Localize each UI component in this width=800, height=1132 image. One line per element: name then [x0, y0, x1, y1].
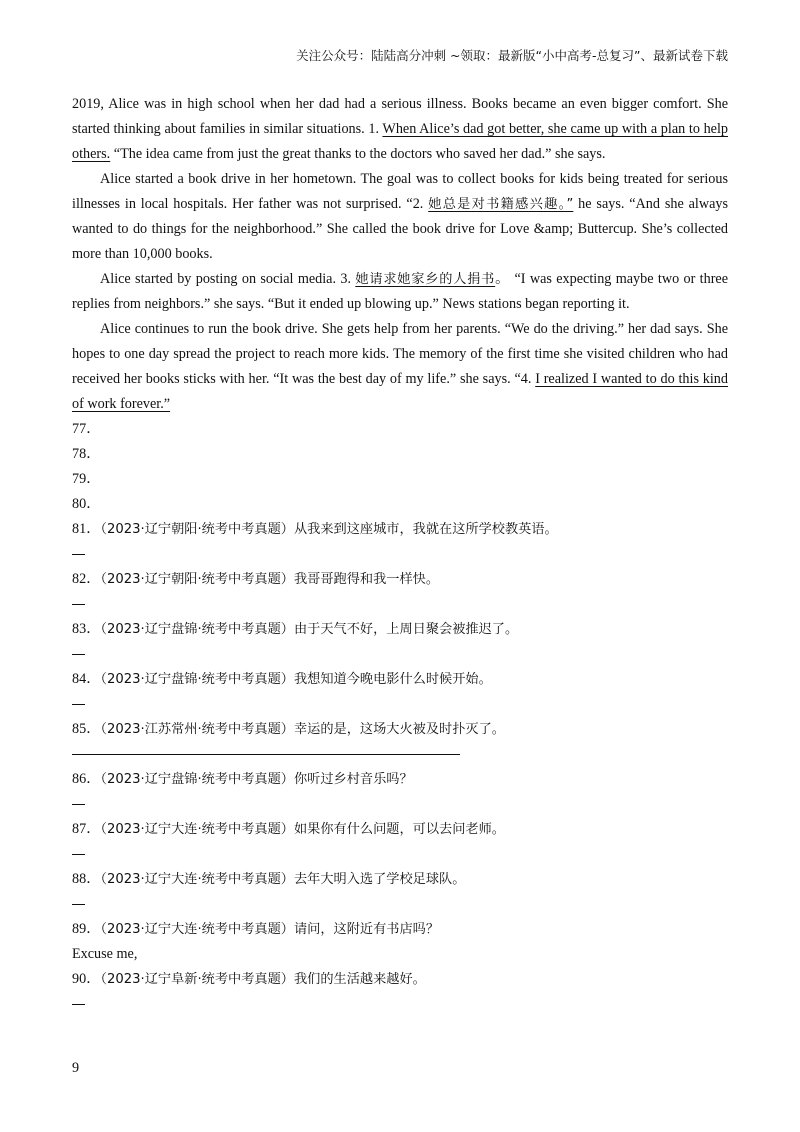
- question-82: [72, 567, 728, 592]
- question-text: （2023·辽宁盘锦·统考中考真题）我想知道今晚电影什么时候开始。: [100, 672, 492, 687]
- document-body: [72, 92, 728, 1017]
- passage-paragraph-4: [72, 317, 728, 417]
- question-text: （2023·辽宁大连·统考中考真题）去年大明入选了学校足球队。: [100, 872, 466, 887]
- question-83: [72, 617, 728, 642]
- text-run: Alice continues to run the book drive. She gets help from her parents. “We do the driving.” her dad says. She hopes to one day spread the project to reach more kids. The memory of the first time she visited children who had received her books sticks with her. “It was the best day of my life.” she says. “4.: [72, 321, 728, 387]
- question-88: [72, 867, 728, 892]
- question-81: [72, 517, 728, 542]
- question-text: （2023·辽宁盘锦·统考中考真题）由于天气不好，上周日聚会被推迟了。: [100, 622, 519, 637]
- answer-number-80: 80．: [72, 496, 101, 512]
- answer-blank-82[interactable]: [72, 592, 728, 617]
- question-number: 87．: [72, 821, 101, 837]
- answer-blank-87[interactable]: [72, 842, 728, 867]
- text-run: Alice started a book drive in her hometown. The goal was to collect books for kids being treated for serious illnesses in local hospitals. Her father was not surprised. “2.: [72, 171, 728, 212]
- answer-number-77: 77．: [72, 421, 101, 437]
- question-number: 90．: [72, 971, 101, 987]
- answer-blank-83[interactable]: [72, 642, 728, 667]
- question-number: 85．: [72, 721, 101, 737]
- passage-paragraph-2: [72, 167, 728, 267]
- question-85: [72, 717, 728, 742]
- question-number: 89．: [72, 921, 101, 937]
- question-number: 81．: [72, 521, 101, 537]
- question-number: 82．: [72, 571, 101, 587]
- question-number: 86．: [72, 771, 101, 787]
- text-run: 2019, Alice was in high school when her dad had a serious illness. Books became an even bigger comfort. She started thinking about families in similar situations. 1.: [72, 96, 728, 137]
- text-run: he says. “And she always wanted to do things for the neighborhood.” She called the book drive for Love &amp; Buttercup. She’s collected more than 10,000 books.: [72, 196, 728, 262]
- question-text: （2023·辽宁大连·统考中考真题）如果你有什么问题，可以去问老师。: [100, 822, 505, 837]
- question-84: [72, 667, 728, 692]
- underlined-answer-3: 她请求她家乡的人捐书: [355, 272, 496, 287]
- answer-blank-84[interactable]: [72, 692, 728, 717]
- question-89: [72, 917, 728, 942]
- answer-blank-81[interactable]: [72, 542, 728, 567]
- question-90: [72, 967, 728, 992]
- underlined-answer-2: 她总是对书籍感兴趣。”: [428, 197, 574, 212]
- text-run: Alice started by posting on social media. 3.: [100, 271, 356, 287]
- question-text: （2023·辽宁朝阳·统考中考真题）我哥哥跑得和我一样快。: [100, 572, 440, 587]
- answer-prefix-89[interactable]: Excuse me,: [72, 946, 138, 962]
- question-text: （2023·辽宁阜新·统考中考真题）我们的生活越来越好。: [100, 972, 426, 987]
- answer-blank-86[interactable]: [72, 792, 728, 817]
- passage-paragraph-1: [72, 92, 728, 167]
- question-text: （2023·辽宁大连·统考中考真题）请问，这附近有书店吗？: [100, 922, 440, 937]
- text-run: “The idea came from just the great thanks to the doctors who saved her dad.” she says.: [110, 146, 606, 162]
- question-text: （2023·辽宁盘锦·统考中考真题）你听过乡村音乐吗？: [100, 772, 413, 787]
- question-number: 84．: [72, 671, 101, 687]
- page-number: 9: [72, 1060, 80, 1076]
- answer-blank-90[interactable]: [72, 992, 728, 1017]
- underlined-answer-1: When Alice’s dad got better, she came up with a plan to help others.: [72, 121, 729, 162]
- answer-number-79: 79．: [72, 471, 101, 487]
- answer-blank-85[interactable]: [72, 742, 728, 767]
- text-run: 。 “I was expecting maybe two or three replies from neighbors.” she says. “But it ended up blowing up.” News stations began reporting it.: [72, 271, 729, 312]
- underlined-answer-4: I realized I wanted to do this kind of work forever.”: [72, 371, 728, 412]
- passage-paragraph-3: [72, 267, 728, 317]
- answer-blank-88[interactable]: [72, 892, 728, 917]
- question-number: 83．: [72, 621, 101, 637]
- answer-number-78: 78．: [72, 446, 101, 462]
- question-text: （2023·辽宁朝阳·统考中考真题）从我来到这座城市，我就在这所学校教英语。: [100, 522, 558, 537]
- question-text: （2023·江苏常州·统考中考真题）幸运的是，这场大火被及时扑灭了。: [100, 722, 505, 737]
- question-87: [72, 817, 728, 842]
- question-86: [72, 767, 728, 792]
- question-number: 88．: [72, 871, 101, 887]
- page-header: 关注公众号：陆陆高分冲刺 ~领取：最新版“小中高考-总复习”、最新试卷下载: [296, 48, 728, 63]
